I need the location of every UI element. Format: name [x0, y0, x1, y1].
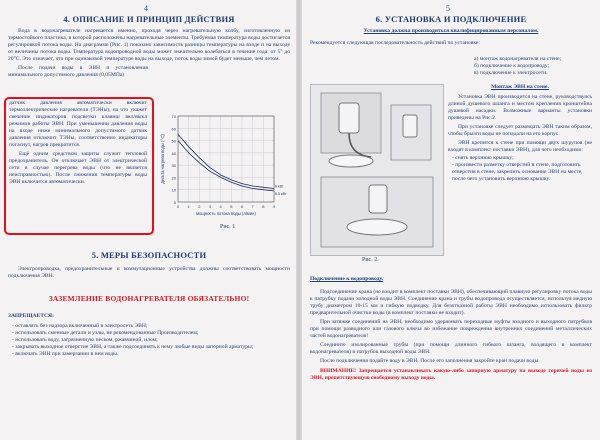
- list-item: - закрывать выходное отверстие ЭВН, а также подсоединять к нему любые виды запорной арматуры;: [12, 344, 254, 350]
- y-tick-label: 30: [171, 163, 176, 169]
- x-tick-label: 0: [176, 204, 180, 209]
- flow-chart: [158, 108, 290, 226]
- warning-text: ВНИМАНИЕ! Запрещается устанавливать какую-либо запорную арматуру на выходе горячей воды из ЭВН, препятствующую свободному выходу воды.: [310, 368, 592, 381]
- series-label: 5,5 кВт: [275, 191, 287, 196]
- y-tick-label: 20: [171, 175, 176, 181]
- page-number: 4: [144, 4, 148, 13]
- section6-title: 6. УСТАНОВКА И ПОДКЛЮЧЕНИЕ: [375, 14, 527, 24]
- wall-mount-text: Установка ЭВН производится на стене, руководствуясь длиной душевого шланга и местом крепления кронштейна душевой насадки. Возможные варианты установки приведены на Рис.2.: [448, 94, 592, 121]
- highlight-text2: Ещё одним средством защиты служит тепловой предохранитель. Он отключает ЭВН от электрической сети в случае перегрева воды (что не является неисправностью). После снижения температуры воды ЭВН включится автоматически.: [9, 151, 147, 185]
- y-tick-label: 0: [173, 200, 176, 205]
- highlight-text: датчик давления автоматически включит термоэлектрические нагреватели (ТЭНы), на что укажет свечение индикаторов подсветки клавиш вкл/выкл режимов работы ЭВН. При уменьшении давления воды на входе ниже минимального допустимого датчик давления отключит ТЭНы, соответственно индикаторы погаснут, нагрев прекратится.: [9, 100, 147, 148]
- y-tick-label: 60: [171, 126, 176, 132]
- water-para3: Соедините изолированные трубы (при помощи длинного гибкого шланга, входящего в комплект водонагревателя) и патрубок выходной воды ЭВН.: [310, 342, 592, 355]
- list-item: б) подключение к водопроводу;: [474, 63, 550, 69]
- section5-title: 5. МЕРЫ БЕЗОПАСНОСТИ: [91, 250, 207, 260]
- x-tick-label: 9: [272, 204, 276, 209]
- install-steps: [470, 56, 598, 77]
- x-tick-label: 5: [230, 204, 233, 209]
- section5-para1: Электропроводка, предохранительные и коммутационные устройства должны соответствовать мощности подключения ЭВН.: [8, 266, 290, 279]
- section6-subtitle: Установка должна производиться квалифицированным персоналом.: [363, 28, 539, 34]
- y-tick-label: 50: [171, 138, 176, 144]
- y-axis-label: дельта нагрева воды (°С): [160, 134, 165, 184]
- x-tick-label: 6: [240, 204, 244, 209]
- list-item: - оставлять без надзора включенный в электросеть ЭВН;: [12, 323, 148, 329]
- wall-mount-steps: [448, 155, 592, 183]
- list-item: - использовать воду, загрязненную песком, ржавчиной, илом;: [12, 337, 158, 343]
- sink-shower-illustration: [311, 85, 443, 255]
- list-item: а) монтаж водонагревателя на стене;: [474, 56, 562, 62]
- series-line: [178, 134, 274, 188]
- series-label: 6 кВт: [275, 184, 284, 189]
- prohibited-title: ЗАПРЕЩАЕТСЯ:: [8, 313, 54, 319]
- list-item: - произвести разметку отверстий в стене, подготовить отверстия в стене, закрепить основание ЭВН на месте, после чего установить верхнюю крышку.: [452, 162, 583, 182]
- x-tick-label: 2: [198, 204, 201, 209]
- x-tick-label: 1: [187, 204, 190, 209]
- x-tick-label: 8: [262, 204, 265, 209]
- x-axis-label: мощность потока воды (л/мин): [196, 211, 256, 216]
- section4-title: 4. ОПИСАНИЕ И ПРИНЦИП ДЕЙСТВИЯ: [63, 14, 235, 24]
- water-para4: После подключения подайте воду в ЭВН. После его заполнения закройте кран подачи воды.: [320, 358, 540, 364]
- x-tick-label: 4: [219, 204, 222, 209]
- y-tick-label: 40: [171, 150, 176, 156]
- water-para1: Подсоединение крана (не входит в комплект поставки ЭВН), обеспечивающий плавную регулировку потока воды к патрубку подачи холодной воды ЭВН. Соединение крана и трубы водопровода осуществляется, используя медную трубу диаметром 10-15 мм и гибкую подводку. Для безотказной работы ЭВН необходимо использовать фильтр предварительной очистки воды (в комплект поставки не входит).: [310, 289, 592, 316]
- water-title: Подключение к водопроводу.: [310, 276, 384, 282]
- wall-mount-title: Монтаж ЭВН на стене.: [491, 84, 549, 90]
- list-item: - включать ЭВН при замерзании в нем воды.: [12, 351, 119, 357]
- x-tick-label: 7: [251, 204, 254, 209]
- y-tick-label: 10: [171, 187, 176, 193]
- installation-figure: [310, 84, 444, 256]
- wall-mount-text3: ЭВН крепится к стене при помощи двух шурупов (не входят в комплект поставки ЭВН), для чего необходимо:: [448, 140, 592, 153]
- right-page: [302, 0, 600, 440]
- list-item: - снять верхнюю крышку;: [452, 155, 514, 161]
- prohibited-list: [8, 323, 290, 358]
- page-number: 5: [446, 4, 450, 13]
- left-page: [0, 0, 296, 440]
- list-item: в) подключение к электросети.: [474, 70, 548, 76]
- y-tick-label: 70: [171, 114, 176, 119]
- fig2-caption: Рис. 2.: [362, 257, 379, 263]
- series-line: [178, 141, 274, 191]
- section4-para2: После подачи воды в ЭВН и установления минимального допустимого давления (0,05МПа): [8, 65, 148, 78]
- chart-caption: Рис. 1: [220, 224, 236, 230]
- list-item: - использовать сменные детали и узлы, не рекомендованные Производителем;: [12, 330, 199, 336]
- grounding-title: ЗАЗЕМЛЕНИЕ ВОДОНАГРЕВАТЕЛЯ ОБЯЗАТЕЛЬНО!: [48, 294, 250, 303]
- section4-para1: Вода в водонагревателе нагревается именно, проходя через нагревательную колбу, изготовленную из термостойкого пластика, в которой расположены нагревательные элементы. Требуемая температура воды достигается регулировкой потока воды. На диаграмме (Рис. 1) показано зависимость разницы температуры на входе и на выходе от величины потока воды. Температура водопроводной воды может значительно колебаться в течение года: от 5° до 20°С. Это означает, что при одинаковой температуре воды на выходе, поток воды зимой будет меньше, чем летом.: [8, 28, 290, 62]
- water-para2: При затяжке соединений на ЭВН, необходимо удерживать переходные муфты входного и выходного патрубков при помощи разводного или газового ключа во избежание повреждения внутренних соединений металлических частей водонагревателя!: [310, 319, 592, 339]
- section6-intro: Рекомендуется следующая последовательность действий по установке:: [310, 40, 480, 46]
- wall-mount-text2: При установке следует размещать ЭВН таким образом, чтобы брызги воды не попадали на его корпус.: [448, 124, 592, 137]
- x-tick-label: 3: [208, 204, 212, 209]
